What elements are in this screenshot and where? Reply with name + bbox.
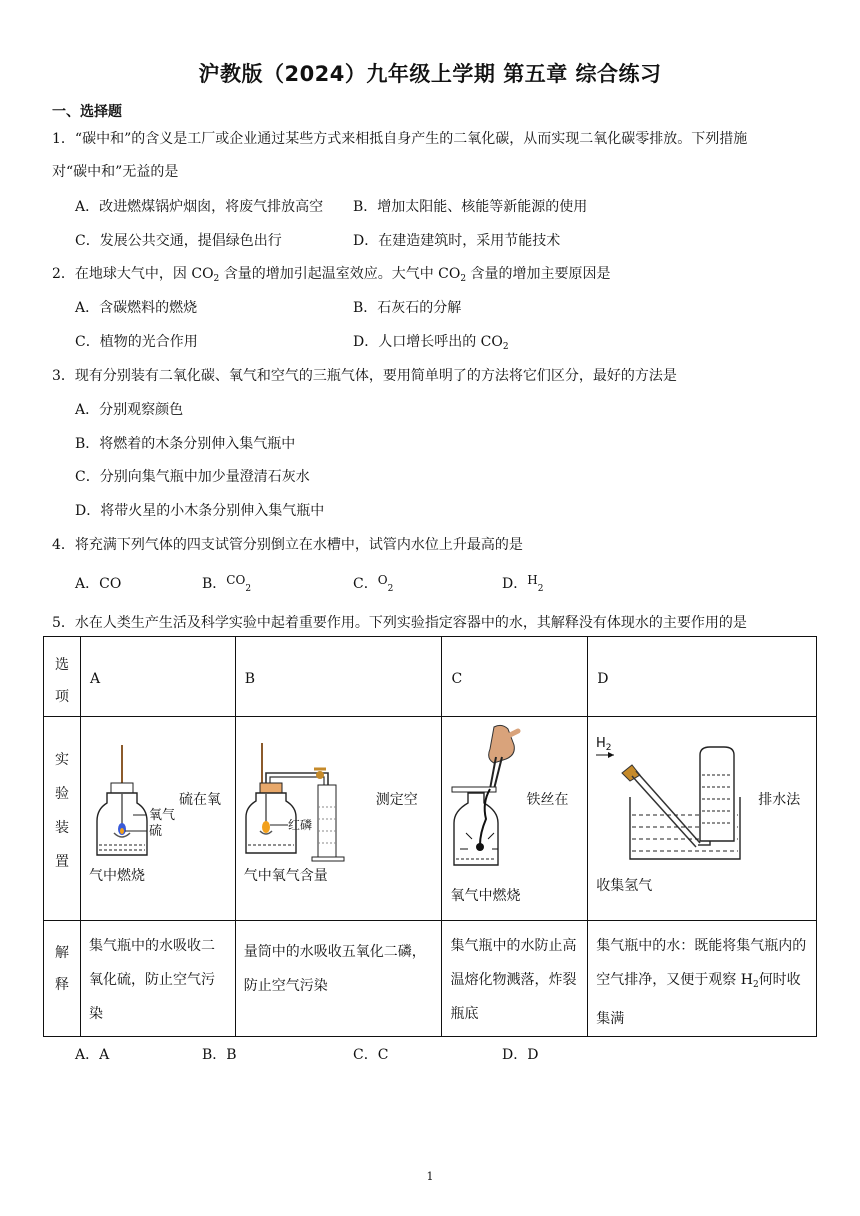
setup-a-cell [80, 717, 235, 921]
setup-d-caption: 收集氢气 [596, 878, 653, 894]
setup-b-cell [235, 717, 442, 921]
figure-label-oxygen: 氧气 [148, 808, 175, 823]
q1-stem-line2: 对“碳中和”无益的是 [52, 164, 179, 180]
setup-label: 实验装置 [54, 752, 69, 870]
oxygen-measurement-figure [244, 743, 364, 868]
q4-stem: 4．将充满下列气体的四支试管分别倒立在水槽中，试管内水位上升最高的是 [52, 537, 523, 553]
q5-stem: 5．水在人类生产生活及科学实验中起着重要作用。下列实验指定容器中的水，其解释没有体现水的主要作用的是 [52, 615, 747, 631]
setup-label-cell [44, 717, 81, 921]
explain-b: 量筒中的水吸收五氧化二磷，防止空气污染 [235, 921, 442, 1037]
setup-d-text: 排水法 [758, 792, 801, 808]
header-col-b: B [235, 637, 442, 717]
water-displacement-figure [592, 731, 752, 871]
header-label: 选项 [54, 657, 69, 705]
q2-option-c[interactable]: C．植物的光合作用 [75, 334, 198, 350]
explain-d: 集气瓶中的水：既能将集气瓶内的空气排净，又便于观察 $H_2$何时收集满 [588, 921, 817, 1037]
setup-c-cell [442, 717, 588, 921]
q1-option-b[interactable]: B．增加太阳能、核能等新能源的使用 [353, 199, 588, 215]
sulfur-combustion-figure [89, 745, 189, 865]
q2-option-a[interactable]: A．含碳燃料的燃烧 [75, 300, 198, 316]
q3-option-d[interactable]: D．将带火星的小木条分别伸入集气瓶中 [75, 503, 325, 519]
explain-label-cell [44, 921, 81, 1037]
figure-label-h2: $H_2$ [596, 736, 612, 753]
table-setup-row [44, 717, 817, 921]
q1-option-c[interactable]: C．发展公共交通，提倡绿色出行 [75, 233, 282, 249]
section-heading: 一、选择题 [52, 104, 122, 120]
explain-a: 集气瓶中的水吸收二氧化硫，防止空气污染 [80, 921, 235, 1037]
q1-stem-line1: 1．“碳中和”的含义是工厂或企业通过某些方式来相抵自身产生的二氧化碳，从而实现二氧化碳零排放。下列措施 [52, 131, 748, 147]
setup-b-text: 测定空 [375, 792, 418, 808]
q3-option-a[interactable]: A．分别观察颜色 [75, 402, 184, 418]
q5-option-c[interactable]: C．C [353, 1047, 389, 1063]
q2-option-d[interactable]: D．人口增长呼出的 $CO_2$ [353, 334, 509, 352]
table-explain-row [44, 921, 817, 1037]
setup-a-caption: 气中燃烧 [88, 868, 145, 884]
setup-d-cell [588, 717, 817, 921]
setup-a-text: 硫在氧 [178, 792, 221, 808]
q1-option-d[interactable]: D．在建造建筑时，采用节能技术 [353, 233, 561, 249]
q3-option-c[interactable]: C．分别向集气瓶中加少量澄清石灰水 [75, 469, 310, 485]
q2-option-b[interactable]: B．石灰石的分解 [353, 300, 462, 316]
header-label-cell [44, 637, 81, 717]
explain-label: 解释 [54, 945, 69, 993]
q3-option-b[interactable]: B．将燃着的木条分别伸入集气瓶中 [75, 436, 296, 452]
setup-c-text: 铁丝在 [526, 792, 569, 808]
q5-option-a[interactable]: A．A [75, 1047, 110, 1063]
page-number: 1 [426, 1170, 434, 1183]
setup-c-caption: 氧气中燃烧 [450, 888, 521, 904]
q1-option-a[interactable]: A．改进燃煤锅炉烟囱，将废气排放高空 [75, 199, 324, 215]
q4-option-b[interactable]: B．$CO_2$ [202, 573, 252, 594]
header-col-d: D [588, 637, 817, 717]
q4-option-d[interactable]: D．$H_2$ [502, 573, 544, 594]
header-col-c: C [442, 637, 588, 717]
q5-option-b[interactable]: B．B [202, 1047, 237, 1063]
figure-label-sulfur: 硫 [148, 824, 162, 839]
q4-option-a[interactable]: A．CO [75, 576, 122, 592]
figure-label-red-phosphorus: 红磷 [287, 818, 312, 832]
q4-option-c[interactable]: C．$O_2$ [353, 573, 394, 594]
explain-c: 集气瓶中的水防止高温熔化物溅落，炸裂瓶底 [442, 921, 588, 1037]
table-header-row [44, 637, 817, 717]
setup-b-caption: 气中氧气含量 [243, 868, 328, 884]
iron-wire-combustion-figure [450, 723, 530, 878]
experiment-table [43, 636, 817, 1037]
q2-stem: 2．在地球大气中，因 $CO_2$ 含量的增加引起温室效应。大气中 $CO_2$ 含量的增加主要原因是 [52, 266, 611, 284]
header-col-a: A [80, 637, 235, 717]
q5-option-d[interactable]: D．D [502, 1047, 539, 1063]
page-title: 沪教版（2024）九年级上学期 第五章 综合练习 [198, 62, 662, 86]
q3-stem: 3．现有分别装有二氧化碳、氧气和空气的三瓶气体，要用简单明了的方法将它们区分，最好的方法是 [52, 368, 677, 384]
